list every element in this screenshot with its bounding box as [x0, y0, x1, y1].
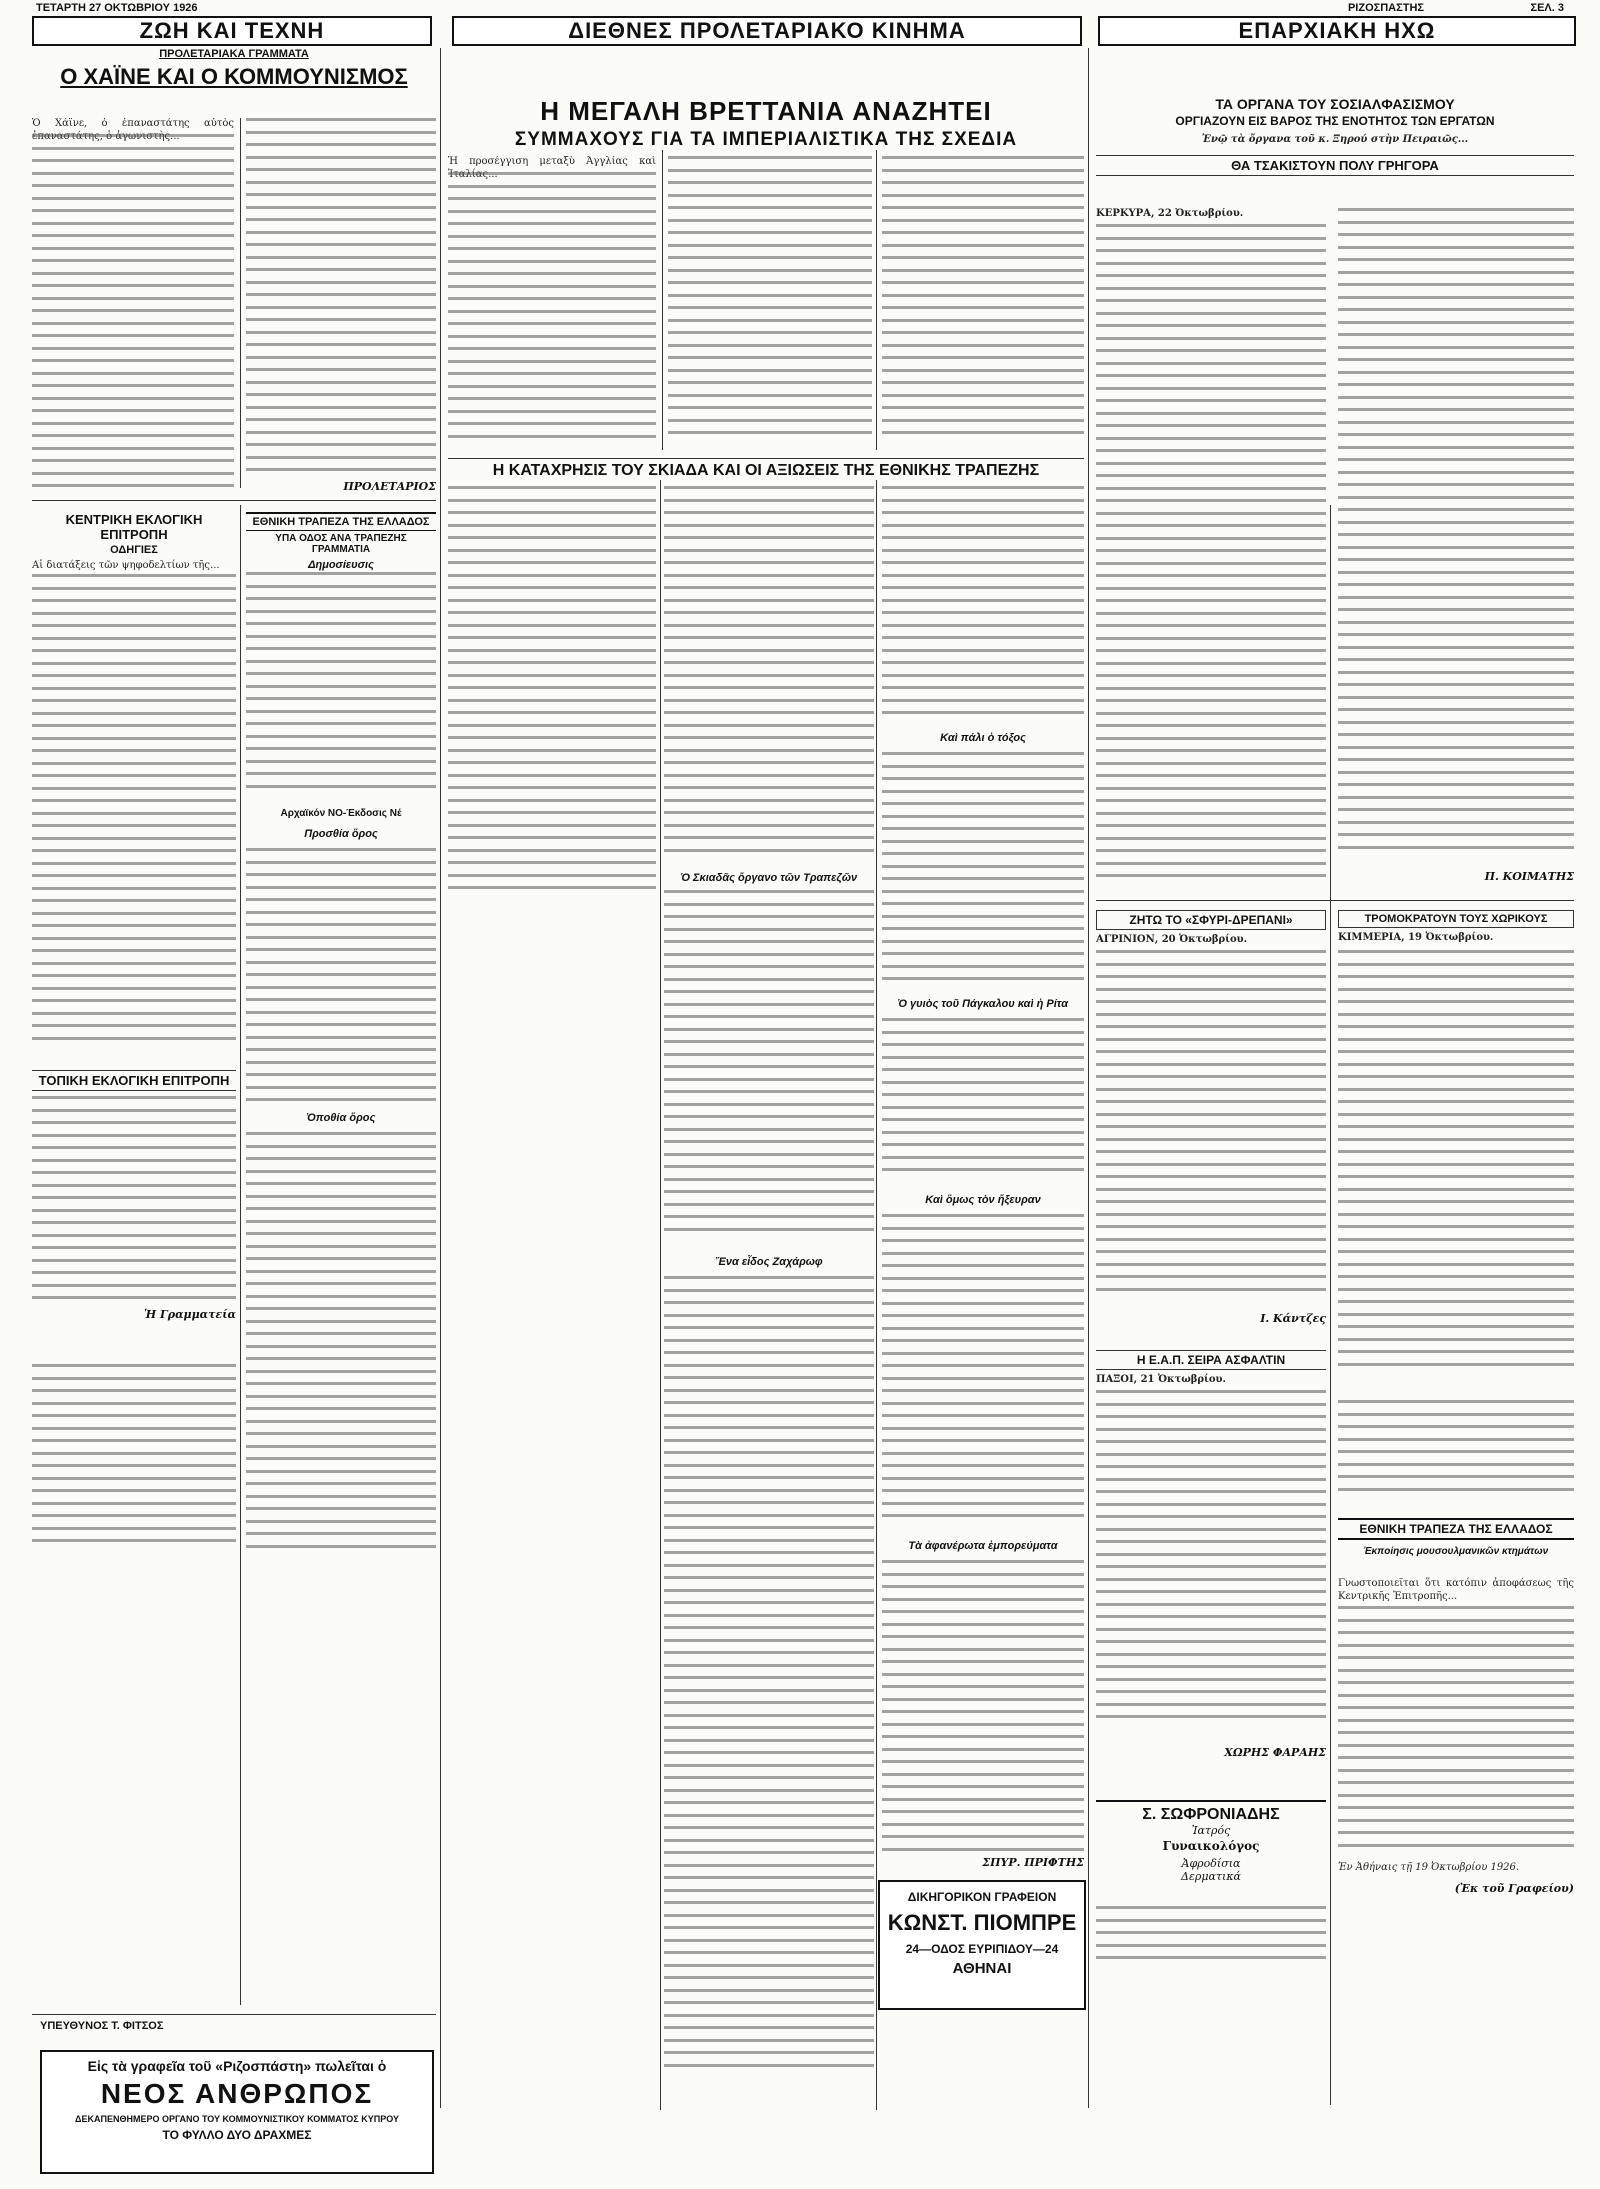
article-social-fascism — [1096, 96, 1574, 176]
column-rule — [1330, 505, 1331, 2105]
text-lines — [1338, 1606, 1574, 1856]
ad-title: ΝΕΟΣ ΑΝΘΡΩΠΟΣ — [100, 2078, 374, 2109]
article-title: Η Ε.Α.Π. ΣΕΙΡΑ ΑΣΦΑΛΤΙΝ — [1096, 1350, 1326, 1370]
article-body-col — [1338, 208, 1574, 898]
text-lines — [664, 486, 874, 866]
ad-doctor — [1096, 1800, 1326, 1982]
section-rule — [448, 458, 1084, 459]
article-body-col — [882, 156, 1084, 456]
ad-price: ΤΟ ΦΥΛΛΟ ΔΥΟ ΔΡΑΧΜΕΣ — [162, 2128, 312, 2142]
text-lines — [1338, 1400, 1574, 1510]
article-signature: Π. ΚΟΙΜΑΤΗΣ — [1484, 870, 1574, 883]
article-terror — [1338, 910, 1574, 1390]
article-title: ΕΘΝΙΚΗ ΤΡΑΠΕΖΑ ΤΗΣ ΕΛΛΑΔΟΣ — [246, 512, 436, 531]
text-lines — [246, 1132, 436, 1562]
text-lines — [1096, 224, 1326, 894]
ad-subtitle: ΔΕΚΑΠΕΝΘΗΜΕΡΟ ΟΡΓΑΝΟ ΤΟΥ ΚΟΜΜΟΥΝΙΣΤΙΚΟΥ ΚΟΜΜΑΤΟΣ ΚΥΠΡΟΥ — [75, 2114, 399, 2124]
text-lines — [664, 890, 874, 1250]
ad-law-office — [878, 1880, 1086, 2010]
ad-specialty: Δερματικά — [1181, 1870, 1241, 1883]
section-header-left: ΖΩΗ ΚΑΙ ΤΕΧΝΗ — [32, 16, 432, 46]
ad-name: ΚΩΝΣΤ. ΠΙΟΜΠΡΕ — [887, 1910, 1077, 1935]
text-lines — [882, 1018, 1084, 1188]
article-body-col — [668, 156, 872, 456]
article-eap — [1096, 1350, 1326, 1770]
section-heading: Δημοσίευσις — [308, 559, 374, 571]
footer-rule — [32, 2014, 436, 2015]
column-rule — [240, 118, 241, 488]
article-signature: Ἡ Γραμματεία — [144, 1308, 236, 1321]
editor-line: ΥΠΕΥΘΥΝΟΣ Τ. ΦΙΤΣΟΣ — [40, 2020, 164, 2032]
article-title: Η ΜΕΓΑΛΗ ΒΡΕΤΤΑΝΙΑ ΑΝΑΖΗΤΕΙ — [540, 96, 992, 126]
article-dateline: ΑΓΡΙΝΙΟΝ, 20 Ὀκτωβρίου. — [1096, 934, 1248, 945]
text-lines — [882, 1560, 1084, 1860]
notice-closing: Ἐν Ἀθήναις τῇ 19 Ὀκτωβρίου 1926. — [1338, 1862, 1520, 1873]
paper-name: ΡΙΖΟΣΠΑΣΤΗΣ — [1347, 2, 1424, 14]
article-subtitle: ΟΡΓΙΑΖΟΥΝ ΕΙΣ ΒΑΡΟΣ ΤΗΣ ΕΝΟΤΗΤΟΣ ΤΩΝ ΕΡΓΑΤΩΝ — [1175, 114, 1495, 128]
article-central-committee — [32, 512, 236, 1072]
masthead-line — [26, 2, 1574, 16]
article-lead: Ὁ Χάϊνε, ὁ ἐπαναστάτης αὐτὸς — [32, 118, 234, 129]
crosshead: Τὰ ἀφανέρωτα ἐμπορεύματα — [908, 1540, 1058, 1552]
article-lead: Αἱ διατάξεις τῶν ψηφοδελτίων τῆς... — [32, 560, 220, 571]
column-rule — [1088, 48, 1089, 2108]
ad-name: Σ. ΣΩΦΡΟΝΙΑΔΗΣ — [1142, 1806, 1280, 1823]
article-body-col — [664, 486, 874, 2106]
article-body-col-2 — [246, 118, 436, 498]
article-title: ΤΡΟΜΟΚΡΑΤΟΥΝ ΤΟΥΣ ΧΩΡΙΚΟΥΣ — [1338, 910, 1574, 928]
text-lines — [1096, 1906, 1326, 1966]
text-lines — [1096, 950, 1326, 1310]
column-rule — [440, 48, 441, 2108]
text-lines — [882, 752, 1084, 992]
text-lines — [32, 134, 234, 498]
article-local-committee — [32, 1070, 236, 1360]
article-subtitle: ΣΥΜΜΑΧΟΥΣ ΓΙΑ ΤΑ ΙΜΠΕΡΙΑΛΙΣΤΙΚΑ ΤΗΣ ΣΧΕΔΙΑ — [514, 129, 1018, 150]
article-signature: ΣΠΥΡ. ΠΡΙΦΤΗΣ — [982, 1856, 1084, 1869]
article-title: Η ΚΑΤΑΧΡΗΣΙΣ ΤΟΥ ΣΚΙΑΔΑ ΚΑΙ ΟΙ ΑΞΙΩΣΕΙΣ ΤΗΣ ΕΘΝΙΚΗΣ ΤΡΑΠΕΖΗΣ — [492, 462, 1040, 479]
text-lines — [448, 172, 656, 452]
article-heine — [32, 48, 436, 90]
column-rule — [876, 150, 877, 450]
article-kicker: ΠΡΟΛΕΤΑΡΙΑΚΑ ΓΡΑΜΜΑΤΑ — [159, 48, 309, 60]
article-deck: Ἐνῷ τὰ ὄργανα τοῦ κ. Ξηρού στὴν Πειραιῶς... — [1201, 134, 1469, 145]
text-lines — [882, 486, 1084, 726]
article-title: ΚΕΝΤΡΙΚΗ ΕΚΛΟΓΙΚΗ ΕΠΙΤΡΟΠΗ — [65, 512, 203, 542]
ad-line: Εἰς τὰ γραφεῖα τοῦ «Ριζοσπάστη» πωλεῖται ὁ — [87, 2058, 387, 2074]
article-title: ΤΟΠΙΚΗ ΕΚΛΟΓΙΚΗ ΕΠΙΤΡΟΠΗ — [32, 1070, 236, 1091]
article-skiadas — [448, 462, 1084, 480]
text-lines — [32, 574, 236, 1054]
article-title: ΕΘΝΙΚΗ ΤΡΑΠΕΖΑ ΤΗΣ ΕΛΛΑΔΟΣ — [1338, 1518, 1574, 1540]
column-rule — [660, 480, 661, 2110]
column-rule — [240, 505, 241, 2005]
text-lines — [1096, 1390, 1326, 1740]
article-britain — [448, 96, 1084, 151]
column-rule — [876, 480, 877, 2110]
article-national-bank — [246, 512, 436, 2012]
article-title: ΤΑ ΟΡΓΑΝΑ ΤΟΥ ΣΟΣΙΑΛΦΑΣΙΣΜΟΥ — [1215, 96, 1455, 112]
article-signature: (Ἐκ τοῦ Γραφείου) — [1454, 1882, 1574, 1895]
section-heading: Αρχαϊκόν ΝΟ-Έκδοσις Νέ — [280, 808, 402, 819]
ad-line: ΔΙΚΗΓΟΡΙΚΟΝ ΓΡΑΦΕΙΟΝ — [907, 1890, 1057, 1904]
section-heading: Ὁποθία ὅρος — [306, 1112, 376, 1124]
ad-neos-anthropos — [40, 2050, 434, 2174]
text-lines — [246, 572, 436, 802]
article-subtitle: ΟΔΗΓΙΕΣ — [110, 544, 158, 556]
crosshead: Καὶ πάλι ὁ τόξος — [940, 732, 1026, 744]
article-sfyri — [1096, 910, 1326, 1340]
article-body-col-1 — [32, 118, 234, 498]
section-rule — [1096, 900, 1574, 901]
article-body-col — [448, 486, 656, 2046]
text-lines — [1338, 208, 1574, 868]
ad-specialty: Γυναικολόγος — [1162, 1839, 1260, 1853]
article-subtitle: ΥΠΑ ΟΔΟΣ ΑΝΑ ΤΡΑΠΕΖΗΣ ΓΡΑΜΜΑΤΙΑ — [275, 533, 407, 555]
article-signature: Ι. Κάντζες — [1260, 1312, 1326, 1325]
article-signature: ΠΡΟΛΕΤΑΡΙΟΣ — [343, 480, 436, 493]
crosshead: Ὁ Σκιαδᾶς ὄργανο τῶν Τραπεζῶν — [680, 872, 858, 884]
article-signature: ΧΩΡΗΣ ΦΑΡΑΗΣ — [1224, 1746, 1326, 1759]
article-title: Ο ΧΑΪΝΕ ΚΑΙ Ο ΚΟΜΜΟΥΝΙΣΜΟΣ — [60, 64, 408, 89]
crosshead: Ἕνα εἶδος Ζαχάρωφ — [715, 1256, 823, 1268]
section-rule — [32, 500, 436, 501]
article-lead: Ἡ προσέγγιση μεταξὺ Ἀγγλίας καὶ — [448, 156, 656, 167]
article-body-col — [1096, 208, 1326, 898]
article-dateline: ΠΑΞΟΙ, 21 Ὀκτωβρίου. — [1096, 1374, 1226, 1385]
article-title: ΖΗΤΩ ΤΟ «ΣΦΥΡΙ-ΔΡΕΠΑΝΙ» — [1096, 910, 1326, 930]
text-lines — [1338, 950, 1574, 1380]
article-dateline: ΚΙΜΜΕΡΙΑ, 19 Ὀκτωβρίου. — [1338, 932, 1494, 943]
crosshead: ΘΑ ΤΣΑΚΙΣΤΟΥΝ ΠΟΛΥ ΓΡΗΓΟΡΑ — [1096, 155, 1574, 176]
text-lines — [246, 118, 436, 478]
column-rule — [662, 150, 663, 450]
text-lines — [246, 848, 436, 1108]
text-lines — [668, 156, 872, 452]
text-lines — [882, 156, 1084, 452]
text-lines — [664, 1276, 874, 2106]
article-body-col — [448, 156, 656, 456]
text-lines — [448, 486, 656, 906]
article-subtitle: Ἐκποίησις μουσουλμανικῶν κτημάτων — [1363, 1546, 1549, 1557]
ad-specialty: Ἀφροδίσια — [1181, 1857, 1241, 1870]
text-lines — [32, 1364, 236, 1554]
section-heading: Προσθία ὅρος — [304, 828, 378, 840]
article-lead: Γνωστοποιεῖται ὅτι κατόπιν ἀποφάσεως τῆς Κεντρικῆς Ἐπιτροπῆς... — [1338, 1578, 1574, 1602]
ad-title: Ἰατρός — [1191, 1824, 1231, 1837]
crosshead: Καὶ ὅμως τὸν ἤξευραν — [925, 1194, 1041, 1206]
text-lines — [882, 1214, 1084, 1534]
section-header-center: ΔΙΕΘΝΕΣ ΠΡΟΛΕΤΑΡΙΑΚΟ ΚΙΝΗΜΑ — [452, 16, 1082, 46]
section-header-right: ΕΠΑΡΧΙΑΚΗ ΗΧΩ — [1098, 16, 1576, 46]
text-lines — [32, 1096, 236, 1306]
article-dateline: ΚΕΡΚΥΡΑ, 22 Ὀκτωβρίου. — [1096, 208, 1244, 219]
article-bank-notice — [1338, 1400, 1574, 1960]
page-number: ΣΕΛ. 3 — [1530, 2, 1564, 14]
date-line: ΤΕΤΑΡΤΗ 27 ΟΚΤΩΒΡΙΟΥ 1926 — [36, 2, 198, 14]
ad-address: 24—ΟΔΟΣ ΕΥΡΙΠΙΔΟΥ—24 — [905, 1942, 1059, 1956]
crosshead: Ὁ γυιὸς τοῦ Πάγκαλου καὶ ἡ Ρίτα — [897, 998, 1069, 1010]
left-col-continuation — [32, 1364, 236, 1564]
ad-city: ΑΘΗΝΑΙ — [952, 1960, 1012, 1977]
